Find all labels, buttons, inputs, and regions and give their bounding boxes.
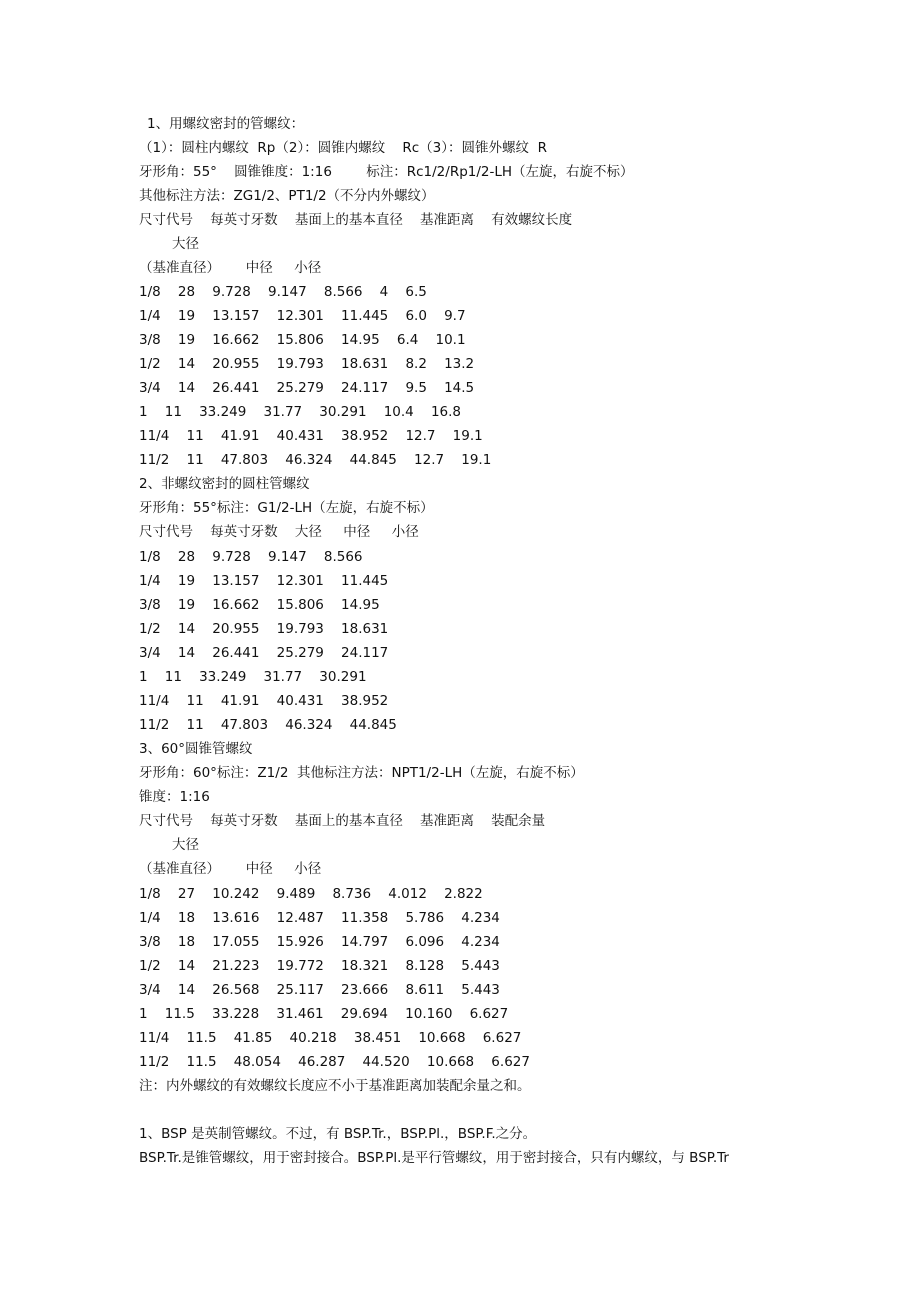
section2-angle: 牙形角：55°标注：G1/2-LH（左旋，右旋不标）: [139, 500, 434, 516]
table-row: 1/2 14 21.223 19.772 18.321 8.128 5.443: [139, 958, 500, 974]
table-row: 3/8 19 16.662 15.806 14.95 6.4 10.1: [139, 332, 466, 348]
section1-table-header: 尺寸代号 每英寸牙数 基面上的基本直径 基准距离 有效螺纹长度: [139, 212, 573, 228]
table-row: 3/4 14 26.568 25.117 23.666 8.611 5.443: [139, 982, 500, 998]
section1-types: （1）：圆柱内螺纹 Rp（2）：圆锥内螺纹 Rc（3）：圆锥外螺纹 R: [139, 140, 547, 156]
table-row: 3/4 14 26.441 25.279 24.117: [139, 645, 389, 661]
table-row: 3/8 19 16.662 15.806 14.95: [139, 597, 380, 613]
table-row: 1/8 28 9.728 9.147 8.566 4 6.5: [139, 284, 427, 300]
table-row: 11/4 11 41.91 40.431 38.952: [139, 693, 389, 709]
table-row: 1/8 28 9.728 9.147 8.566: [139, 549, 363, 565]
table-row: 1/2 14 20.955 19.793 18.631: [139, 621, 389, 637]
section3-title: 3、60°圆锥管螺纹: [139, 741, 253, 757]
section1-header-major: 大径: [172, 236, 199, 252]
section1-other-notation: 其他标注方法：ZG1/2、PT1/2（不分内外螺纹）: [139, 188, 435, 204]
table-row: 11/2 11.5 48.054 46.287 44.520 10.668 6.627: [139, 1054, 530, 1070]
table-row: 1 11 33.249 31.77 30.291: [139, 669, 367, 685]
table-row: 1/4 19 13.157 12.301 11.445: [139, 573, 389, 589]
section1-header-sub: （基准直径） 中径 小径: [139, 260, 322, 276]
bsp-description: BSP.Tr.是锥管螺纹，用于密封接合。BSP.Pl.是平行管螺纹，用于密封接合，只有内螺纹，与 BSP.Tr: [139, 1150, 729, 1166]
section3-note: 注：内外螺纹的有效螺纹长度应不小于基准距离加装配余量之和。: [139, 1078, 531, 1094]
section3-header-major: 大径: [172, 837, 199, 853]
section2-title: 2、非螺纹密封的圆柱管螺纹: [139, 476, 310, 492]
table-row: 11/2 11 47.803 46.324 44.845: [139, 717, 397, 733]
section1-title: 1、用螺纹密封的管螺纹：: [147, 116, 305, 132]
table-row: 1/2 14 20.955 19.793 18.631 8.2 13.2: [139, 356, 475, 372]
section2-table-header: 尺寸代号 每英寸牙数 大径 中径 小径: [139, 524, 419, 540]
table-row: 1 11.5 33.228 31.461 29.694 10.160 6.627: [139, 1006, 509, 1022]
table-row: 3/4 14 26.441 25.279 24.117 9.5 14.5: [139, 380, 475, 396]
section3-taper: 锥度：1:16: [139, 789, 210, 805]
table-row: 1/4 18 13.616 12.487 11.358 5.786 4.234: [139, 910, 500, 926]
table-row: 3/8 18 17.055 15.926 14.797 6.096 4.234: [139, 934, 500, 950]
section3-header-sub: （基准直径） 中径 小径: [139, 861, 322, 877]
table-row: 1/4 19 13.157 12.301 11.445 6.0 9.7: [139, 308, 466, 324]
table-row: 11/4 11.5 41.85 40.218 38.451 10.668 6.627: [139, 1030, 522, 1046]
table-row: 1 11 33.249 31.77 30.291 10.4 16.8: [139, 404, 461, 420]
bsp-intro: 1、BSP 是英制管螺纹。不过，有 BSP.Tr.，BSP.Pl.，BSP.F.之分。: [139, 1126, 537, 1142]
table-row: 1/8 27 10.242 9.489 8.736 4.012 2.822: [139, 886, 483, 902]
table-row: 11/4 11 41.91 40.431 38.952 12.7 19.1: [139, 428, 483, 444]
section3-table-header: 尺寸代号 每英寸牙数 基面上的基本直径 基准距离 装配余量: [139, 813, 546, 829]
section1-angle: 牙形角：55° 圆锥锥度：1:16 标注：Rc1/2/Rp1/2-LH（左旋，右旋不标）: [139, 164, 634, 180]
table-row: 11/2 11 47.803 46.324 44.845 12.7 19.1: [139, 452, 492, 468]
section3-angle: 牙形角：60°标注：Z1/2 其他标注方法：NPT1/2-LH（左旋，右旋不标）: [139, 765, 584, 781]
